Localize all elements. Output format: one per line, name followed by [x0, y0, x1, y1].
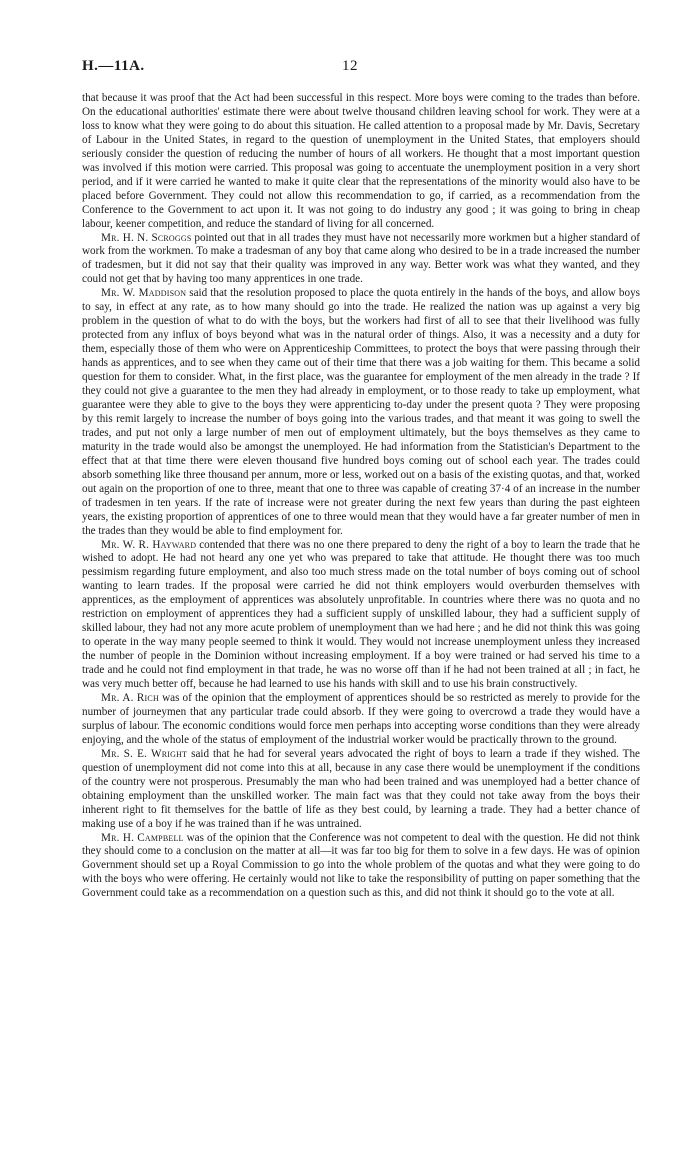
paragraph-text: was of the opinion that the employment of apprentices should be so restricted as merely to provide for the number of journeymen that any particular trade could absorb. If they were going to overcrowd a trade they would have a surplus of labour. The economic conditions would force men perhaps into accepting worse conditions than they were already enjoying, and the whole of the status of employment of the industrial worker would be practically thrown to the ground. — [82, 691, 640, 746]
speaker-name: Mr. W. Maddison — [101, 287, 187, 300]
paragraph-text: contended that there was no one there prepared to deny the right of a boy to learn the trade that he wished to adopt. He had not heard any one yet who was prepared to take that attitude. He thought there was too much pessimism regarding future employment, and also too much stress made on the total number of boys coming out of school wanting to learn trades. If the proposal were carried he did not think employers would overburden themselves with apprentices, as the employment of apprentices was absolutely unprofitable. In countries where there was no quota and no restriction on employment of apprentices they had a sufficient supply of unskilled labour, they had a sufficient supply of skilled labour, they had not any more acute problem of unemployment than we had here ; and he did not think this was going to operate in the way many people seemed to think it would. They would not increase unemployment unless they increased the number of people in the Dominion without increasing employment. If a boy were trained or had served his time to a trade and he could not find employment in that trade, he was no worse off than if he had not been trained at all ; in fact, he was very much better off, because he had learned to use his hands with skill and to use his brain constructively. — [82, 538, 640, 691]
page-header — [82, 58, 640, 82]
speaker-name: Mr. W. R. Hayward — [101, 538, 197, 551]
paragraph-hayward — [82, 539, 640, 692]
speaker-name: Mr. S. E. Wright — [101, 747, 188, 760]
paragraph-text: pointed out that in all trades they must have not necessarily more workmen but a higher standard of work from the workmen. To make a tradesman of any boy that came along who desired to be in a trade increased the number of tradesmen, but it did not say that their quality was improved in any way. Better work was what they wanted, and they could not get that by having too many apprentices in one trade. — [82, 231, 640, 286]
speaker-name: Mr. A. Rich — [101, 691, 159, 704]
paragraph-wright — [82, 748, 640, 832]
paragraph-campbell — [82, 832, 640, 902]
speaker-name: Mr. H. Campbell — [101, 831, 184, 844]
paragraph-text: said that he had for several years advocated the right of boys to learn a trade if they wished. The question of unemployment did not come into this at all, because in any case there would be unemployment if the conditions of the country were not prosperous. Presumably the man who had been trained and was unemployed had a better chance of obtaining employment than the unskilled worker. The main fact was that they could not take away from the boys their inherent right to fit themselves for the battle of life as they best could, by learning a trade. They had a better chance of making use of a boy if he was trained than if he was untrained. — [82, 747, 640, 830]
paragraph-text: that because it was proof that the Act had been successful in this respect. More boys were coming to the trades than before. On the educational authorities' estimate there were about twelve thousand children leaving school for work. They were at a loss to know what they were going to do about this situation. He called attention to a proposal made by Mr. Davis, Secretary of Labour in the United States, in regard to the question of unemployment in the United States, that employers should seriously consider the question of reducing the number of hours of all workers. He thought that a most important question was involved if this motion were carried. This proposal was going to accentuate the unemployment position in a very short period, and if it were carried he wanted to make it quite clear that the representations of the minority would also have to be placed before Government. They could not allow this recommendation to go, if carried, as a recommendation from the Conference to the Government to act upon it. It was not going to do industry any good ; it was going to bring in cheap labour, keener competition, and reduce the standard of living for all concerned. — [82, 92, 640, 230]
paragraph-continuation — [82, 92, 640, 232]
paragraph-rich — [82, 692, 640, 748]
paragraph-text: said that the resolution proposed to place the quota entirely in the hands of the boys, and allow boys to say, in effect at any rate, as to how many should go into the trade. He realized the nation was up against a very big problem in the question of what to do with the boys, but the workers had first of all to see that their livelihood was fully protected from any influx of boys beyond what was in the natural order of things. Also, it was a necessity and a duty for them, especially those of them who were on Apprenticeship Committees, to protect the boys that were passing through their hands as apprentices, and to see when they came out of their time that there was a job waiting for them. This became a solid question for them to consider. What, in the first place, was the guarantee for employment of the men already in the trade ? If they could not give a guarantee to the men they had already in employment, or to those ready to take up employment, what guarantee were they able to give to the boys they were apprenticing to-day under the present quota ? They were proposing by this remit largely to increase the number of boys going into the various trades, and that meant it was going to swell the trades, and put not only a large number of men out of employment ultimately, but the boys themselves as they came to maturity in the trade would also be amongst the unemployed. He had information from the Statistician's Department to the effect that at that time there were eleven thousand five hundred boys coming out of school each year. The trades could absorb something like three thousand per annum, more or less, worked out on a basis of the existing quotas, and that, worked out again on the proportion of one to three, meant that one to three was capable of creating 37·4 of an increase in the number of tradesmen in ten years. If the rate of increase were not greater during the next few years than during the past eighteen years, the existing proportion of apprentices of one to three would mean that they would have a far greater number of men in the trades than they would be able to find employment for. — [82, 287, 640, 537]
document-reference: H.—11A. — [82, 58, 145, 74]
speaker-name: Mr. H. N. Scroggs — [101, 231, 192, 244]
document-body — [82, 92, 640, 901]
page-number: 12 — [342, 58, 358, 74]
paragraph-text: was of the opinion that the Conference was not competent to deal with the question. He did not think they should come to a conclusion on the matter at all—it was far too big for them to solve in a few days. He was of opinion Government should set up a Royal Commission to go into the whole problem of the quotas and what they were going to do with the boys who were offering. He certainly would not like to take the responsibility of putting on paper something that the Government could take as a recommendation on a question such as this, and did not think it should go to the vote at all. — [82, 831, 640, 900]
paragraph-maddison — [82, 287, 640, 538]
paragraph-scroggs — [82, 232, 640, 288]
